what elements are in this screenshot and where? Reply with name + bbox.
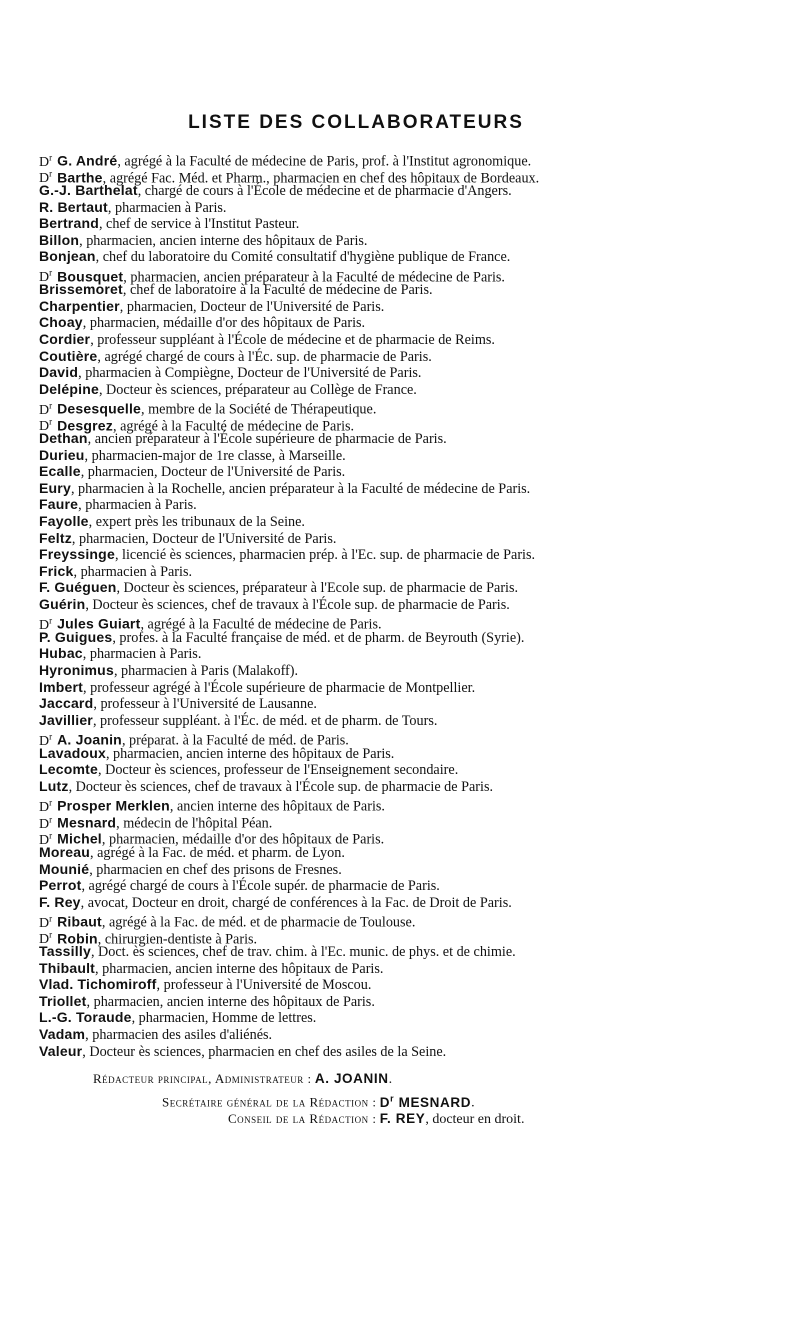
collaborator-entry	[39, 1043, 799, 1060]
collaborator-name: Freyssinge	[39, 546, 115, 563]
collaborator-name: Desgrez	[57, 417, 113, 434]
title-prefix-sup: r	[49, 152, 53, 162]
collaborator-entry	[39, 397, 799, 418]
collaborator-description: , pharmacien, Docteur de l'Université de Paris.	[80, 464, 346, 481]
collaborator-description: , Docteur ès sciences, chef de travaux à l'École sup. de pharmacie de Paris.	[68, 778, 494, 795]
collaborator-entry	[39, 894, 799, 911]
collaborator-description: , pharmacien à la Rochelle, ancien préparateur à la Faculté de médecine de Paris.	[70, 480, 531, 497]
collaborator-description: , pharmacien, médaille d'or des hôpitaux de Paris.	[101, 832, 385, 849]
collaborator-entry	[39, 298, 799, 315]
collaborator-description: , agrégé à la Faculté de médecine de Paris, prof. à l'Institut agronomique.	[117, 153, 532, 170]
title-prefix-sup: r	[49, 416, 53, 427]
collaborator-description: , chef de service à l'Institut Pasteur.	[98, 216, 300, 233]
collaborator-name: A. Joanin	[57, 731, 122, 748]
collaborator-description: , membre de la Société de Thérapeutique.	[141, 401, 377, 418]
collaborator-description: , professeur agrégé à l'École supérieure de pharmacie de Montpellier.	[83, 679, 476, 696]
credit-role: Conseil de la Rédaction :	[228, 1111, 377, 1126]
collaborator-description: , professeur suppléant. à l'Éc. de méd. et de pharm. de Tours.	[92, 712, 438, 729]
page-title: LISTE DES COLLABORATEURS	[188, 112, 524, 133]
title-prefix-sup: r	[49, 400, 53, 411]
collaborator-description: , Docteur ès sciences, préparateur au Collège de France.	[98, 381, 417, 398]
collaborator-entry	[39, 215, 799, 232]
title-prefix-text: D	[39, 915, 50, 931]
title-prefix-sup: r	[49, 830, 53, 841]
collaborator-description: , médecin de l'hôpital Péan.	[116, 815, 273, 832]
collaborator-name: Dethan	[39, 430, 88, 447]
credit-role: Secrétaire général de la Rédaction :	[162, 1094, 377, 1110]
collaborator-name: Feltz	[39, 529, 72, 546]
credit-tail: .	[471, 1095, 475, 1111]
collaborator-description: , agrégé à la Faculté de médecine de Paris.	[140, 616, 382, 633]
credit-name-text: MESNARD	[398, 1094, 472, 1110]
collaborator-name: G.-J. Barthelat	[39, 182, 138, 199]
collaborator-description: , pharmacien à Paris.	[78, 497, 197, 514]
collaborator-name: Charpentier	[39, 297, 120, 314]
collaborator-entry	[39, 745, 799, 762]
credit-prefix: D	[379, 1094, 391, 1110]
collaborator-name: Javillier	[39, 711, 93, 728]
collaborator-name: Robin	[57, 930, 98, 947]
collaborator-description: , professeur à l'Université de Lausanne.	[93, 696, 317, 713]
title-prefix-sup: r	[49, 267, 53, 278]
collaborator-name: Lavadoux	[39, 744, 106, 761]
title-prefix-text: D	[39, 154, 50, 170]
collaborator-name: Durieu	[39, 446, 85, 463]
title-prefix-sup: r	[49, 813, 53, 824]
title-prefix-text: D	[39, 932, 50, 948]
credit-role: Rédacteur principal, Administrateur :	[93, 1071, 312, 1086]
collaborator-name: Triollet	[39, 992, 87, 1009]
collaborator-entry	[39, 844, 799, 861]
collaborator-entry	[39, 1026, 799, 1043]
collaborator-entry	[39, 430, 799, 447]
credit-name	[380, 1095, 471, 1110]
collaborator-entry	[39, 877, 799, 894]
collaborator-name: Mesnard	[57, 814, 117, 831]
credit-line-secretaire	[162, 1089, 475, 1113]
collaborator-name: Billon	[39, 231, 80, 248]
collaborator-name: Barthe	[57, 169, 103, 186]
title-prefix-sup: r	[49, 731, 53, 742]
collaborator-entry	[39, 728, 799, 749]
collaborator-name: Hubac	[39, 645, 83, 662]
collaborator-description: , pharmacien, ancien préparateur à la Faculté de médecine de Paris.	[123, 269, 505, 286]
title-prefix-text: D	[39, 171, 50, 187]
collaborator-name: Faure	[39, 496, 79, 513]
collaborator-name: Desesquelle	[57, 400, 142, 417]
collaborator-description: , pharmacien, Docteur de l'Université de Paris.	[71, 530, 337, 547]
collaborator-name: Lutz	[39, 777, 69, 794]
collaborator-entry	[39, 943, 799, 960]
collaborator-description: , Docteur ès sciences, professeur de l'Enseignement secondaire.	[97, 762, 459, 779]
collaborator-description: , ancien interne des hôpitaux de Paris.	[169, 798, 385, 815]
collaborator-name: Bertrand	[39, 215, 99, 232]
collaborator-description: , pharmacien, médaille d'or des hôpitaux de Paris.	[82, 315, 366, 332]
collaborator-name: Coutière	[39, 347, 98, 364]
title-prefix-text: D	[39, 419, 50, 435]
collaborator-entry	[39, 761, 799, 778]
collaborator-name: Prosper Merklen	[57, 797, 170, 814]
collaborator-entry	[39, 910, 799, 931]
collaborator-name: Vlad. Tichomiroff	[39, 976, 157, 993]
title-prefix-sup: r	[49, 615, 53, 626]
collaborator-description: , agrégé à la Fac. de méd. et de pharmacie de Toulouse.	[101, 914, 416, 931]
collaborator-description: , pharmacien, ancien interne des hôpitaux de Paris.	[79, 232, 368, 249]
collaborator-name: G. André	[57, 152, 118, 169]
collaborator-entry	[39, 629, 799, 646]
collaborator-name: Eury	[39, 479, 71, 496]
collaborator-description: , pharmacien en chef des prisons de Fresnes.	[89, 861, 342, 878]
collaborator-name: Thibault	[39, 959, 96, 976]
collaborator-entry	[39, 645, 799, 662]
collaborator-entry	[39, 348, 799, 365]
title-prefix-sup: r	[49, 797, 53, 808]
collaborator-name: Vadam	[39, 1025, 86, 1042]
collaborator-name: Guérin	[39, 595, 86, 612]
collaborator-entry	[39, 513, 799, 530]
collaborator-description: , pharmacien à Compiègne, Docteur de l'Université de Paris.	[78, 365, 422, 382]
credit-name: F. REY	[379, 1111, 426, 1126]
collaborator-name: F. Guéguen	[39, 579, 117, 596]
collaborator-name: Bousquet	[57, 268, 124, 285]
collaborator-entry	[39, 314, 799, 331]
title-prefix-sup: r	[49, 913, 53, 924]
collaborator-entry	[39, 248, 799, 265]
collaborator-description: , pharmacien, Docteur de l'Université de Paris.	[119, 298, 385, 315]
collaborator-description: , expert près les tribunaux de la Seine.	[88, 514, 305, 531]
collaborator-name: Hyronimus	[39, 661, 114, 678]
collaborator-name: Moreau	[39, 843, 90, 860]
collaborator-name: Perrot	[39, 877, 82, 894]
collaborator-description: , pharmacien, ancien interne des hôpitaux de Paris.	[86, 993, 375, 1010]
collaborator-description: , pharmacien, Homme de lettres.	[131, 1010, 317, 1027]
collaborator-entry	[39, 496, 799, 513]
collaborator-entry	[39, 563, 799, 580]
collaborator-description: , pharmacien-major de 1re classe, à Marseille.	[84, 447, 346, 464]
collaborator-entry	[39, 480, 799, 497]
collaborator-name: L.-G. Toraude	[39, 1009, 132, 1026]
collaborator-name: Bonjean	[39, 248, 96, 265]
title-prefix-text: D	[39, 733, 50, 749]
title-prefix-text: D	[39, 617, 50, 633]
collaborator-description: , agrégé à la Faculté de médecine de Paris.	[113, 418, 355, 435]
collaborator-entry	[39, 811, 799, 832]
collaborator-entry	[39, 679, 799, 696]
collaborator-name: Delépine	[39, 380, 99, 397]
collaborator-name: Jaccard	[39, 695, 94, 712]
collaborator-entry	[39, 166, 799, 187]
title-prefix-text: D	[39, 270, 50, 286]
credit-line-conseil	[228, 1110, 524, 1129]
collaborator-name: P. Guigues	[39, 628, 113, 645]
collaborator-entry	[39, 414, 799, 435]
title-prefix-text: D	[39, 816, 50, 832]
collaborator-entry	[39, 579, 799, 596]
collaborator-entry	[39, 612, 799, 633]
collaborator-entry	[39, 1009, 799, 1026]
collaborator-name: Choay	[39, 314, 83, 331]
collaborator-entry	[39, 993, 799, 1010]
collaborator-description: , Docteur ès sciences, préparateur à l'Ecole sup. de pharmacie de Paris.	[116, 580, 519, 597]
collaborator-entry	[39, 199, 799, 216]
collaborator-entry	[39, 794, 799, 815]
collaborator-description: , agrégé à la Fac. de méd. et pharm. de Lyon.	[90, 844, 345, 861]
collaborator-name: Imbert	[39, 678, 83, 695]
collaborator-name: Mounié	[39, 860, 90, 877]
collaborator-name: David	[39, 364, 79, 381]
collaborator-description: , Docteur ès sciences, pharmacien en chef des asiles de la Seine.	[82, 1043, 447, 1060]
collaborator-description: , pharmacien à Paris.	[82, 646, 202, 663]
title-prefix-text: D	[39, 799, 50, 815]
collaborator-entry	[39, 232, 799, 249]
collaborator-entry	[39, 662, 799, 679]
collaborator-description: , préparat. à la Faculté de méd. de Paris.	[121, 732, 349, 749]
collaborator-description: , licencié ès sciences, pharmacien prép. à l'Ec. sup. de pharmacie de Paris.	[114, 547, 536, 564]
collaborator-name: Valeur	[39, 1042, 83, 1059]
collaborator-name: Jules Guiart	[57, 615, 141, 632]
collaborator-name: Frick	[39, 562, 74, 579]
collaborator-name: Ribaut	[57, 913, 102, 930]
collaborator-entry	[39, 546, 799, 563]
credit-tail: .	[388, 1072, 393, 1087]
collaborator-entry	[39, 927, 799, 948]
collaborator-name: Fayolle	[39, 513, 89, 530]
collaborator-entry	[39, 447, 799, 464]
collaborator-entry	[39, 364, 799, 381]
collaborator-entry	[39, 861, 799, 878]
collaborator-description: , chef de laboratoire à la Faculté de médecine de Paris.	[122, 282, 433, 299]
collaborator-entry	[39, 281, 799, 298]
collaborator-entry	[39, 695, 799, 712]
collaborator-description: , Docteur ès sciences, chef de travaux à l'École sup. de pharmacie de Paris.	[85, 596, 510, 613]
collaborator-description: , profes. à la Faculté française de méd. et de pharm. de Beyrouth (Syrie).	[112, 629, 525, 646]
collaborator-name: R. Bertaut	[39, 198, 108, 215]
collaborator-description: , pharmacien à Paris (Malakoff).	[113, 662, 299, 679]
collaborator-description: , chargé de cours à l'École de médecine et de pharmacie d'Angers.	[137, 183, 512, 200]
credit-name: A. JOANIN	[314, 1071, 389, 1086]
collaborator-entry	[39, 778, 799, 795]
credit-prefix-sup: r	[390, 1093, 395, 1103]
collaborator-description: , chirurgien-dentiste à Paris.	[97, 931, 258, 948]
collaborator-description: , avocat, Docteur en droit, chargé de conférences à la Fac. de Droit de Paris.	[80, 894, 512, 911]
collaborator-entry	[39, 331, 799, 348]
collaborator-list	[39, 149, 799, 1059]
title-prefix-sup: r	[49, 168, 53, 179]
collaborator-entry	[39, 827, 799, 849]
credit-line-redacteur	[93, 1070, 392, 1089]
collaborator-entry	[39, 463, 799, 480]
collaborator-description: , professeur à l'Université de Moscou.	[156, 977, 372, 994]
collaborator-description: , pharmacien, ancien interne des hôpitaux de Paris.	[105, 745, 395, 762]
collaborator-description: , agrégé chargé de cours à l'École supér. de pharmacie de Paris.	[81, 878, 440, 895]
title-prefix-sup: r	[49, 929, 53, 940]
collaborator-description: , professeur suppléant à l'École de médecine et de pharmacie de Reims.	[90, 332, 495, 349]
title-prefix-text: D	[39, 402, 50, 418]
collaborator-entry	[39, 530, 799, 547]
collaborator-entry	[39, 182, 799, 199]
collaborator-name: Ecalle	[39, 463, 81, 480]
collaborator-description: , pharmacien à Paris.	[73, 563, 193, 580]
collaborator-name: Lecomte	[39, 761, 98, 778]
collaborator-entry	[39, 960, 799, 977]
collaborator-entry	[39, 976, 799, 993]
collaborator-entry	[39, 381, 799, 398]
collaborator-name: Tassilly	[39, 943, 91, 960]
collaborator-entry	[39, 596, 799, 613]
collaborator-entry	[39, 265, 799, 286]
collaborator-description: , agrégé chargé de cours à l'Éc. sup. de pharmacie de Paris.	[97, 348, 432, 365]
collaborator-description: , pharmacien des asiles d'aliénés.	[85, 1026, 273, 1043]
collaborator-description: , pharmacien, ancien interne des hôpitaux de Paris.	[95, 960, 384, 977]
collaborator-description: , pharmacien à Paris.	[107, 199, 227, 216]
collaborator-name: Michel	[57, 831, 102, 848]
collaborator-entry	[39, 149, 799, 170]
collaborator-description: , agrégé Fac. Méd. et Pharm., pharmacien en chef des hôpitaux de Bordeaux.	[102, 170, 540, 187]
credit-tail: , docteur en droit.	[425, 1112, 525, 1127]
collaborator-name: Cordier	[39, 331, 91, 348]
collaborator-entry	[39, 712, 799, 729]
collaborator-description: , chef du laboratoire du Comité consultatif d'hygiène publique de France.	[95, 249, 511, 266]
collaborator-name: Brissemoret	[39, 281, 123, 298]
title-prefix-text: D	[39, 833, 50, 849]
collaborator-description: , ancien préparateur à l'École supérieure de pharmacie de Paris.	[87, 431, 447, 448]
collaborator-name: F. Rey	[39, 893, 81, 910]
collaborator-description: , Doct. ès sciences, chef de trav. chim. à l'Ec. munic. de phys. et de chimie.	[90, 944, 516, 961]
